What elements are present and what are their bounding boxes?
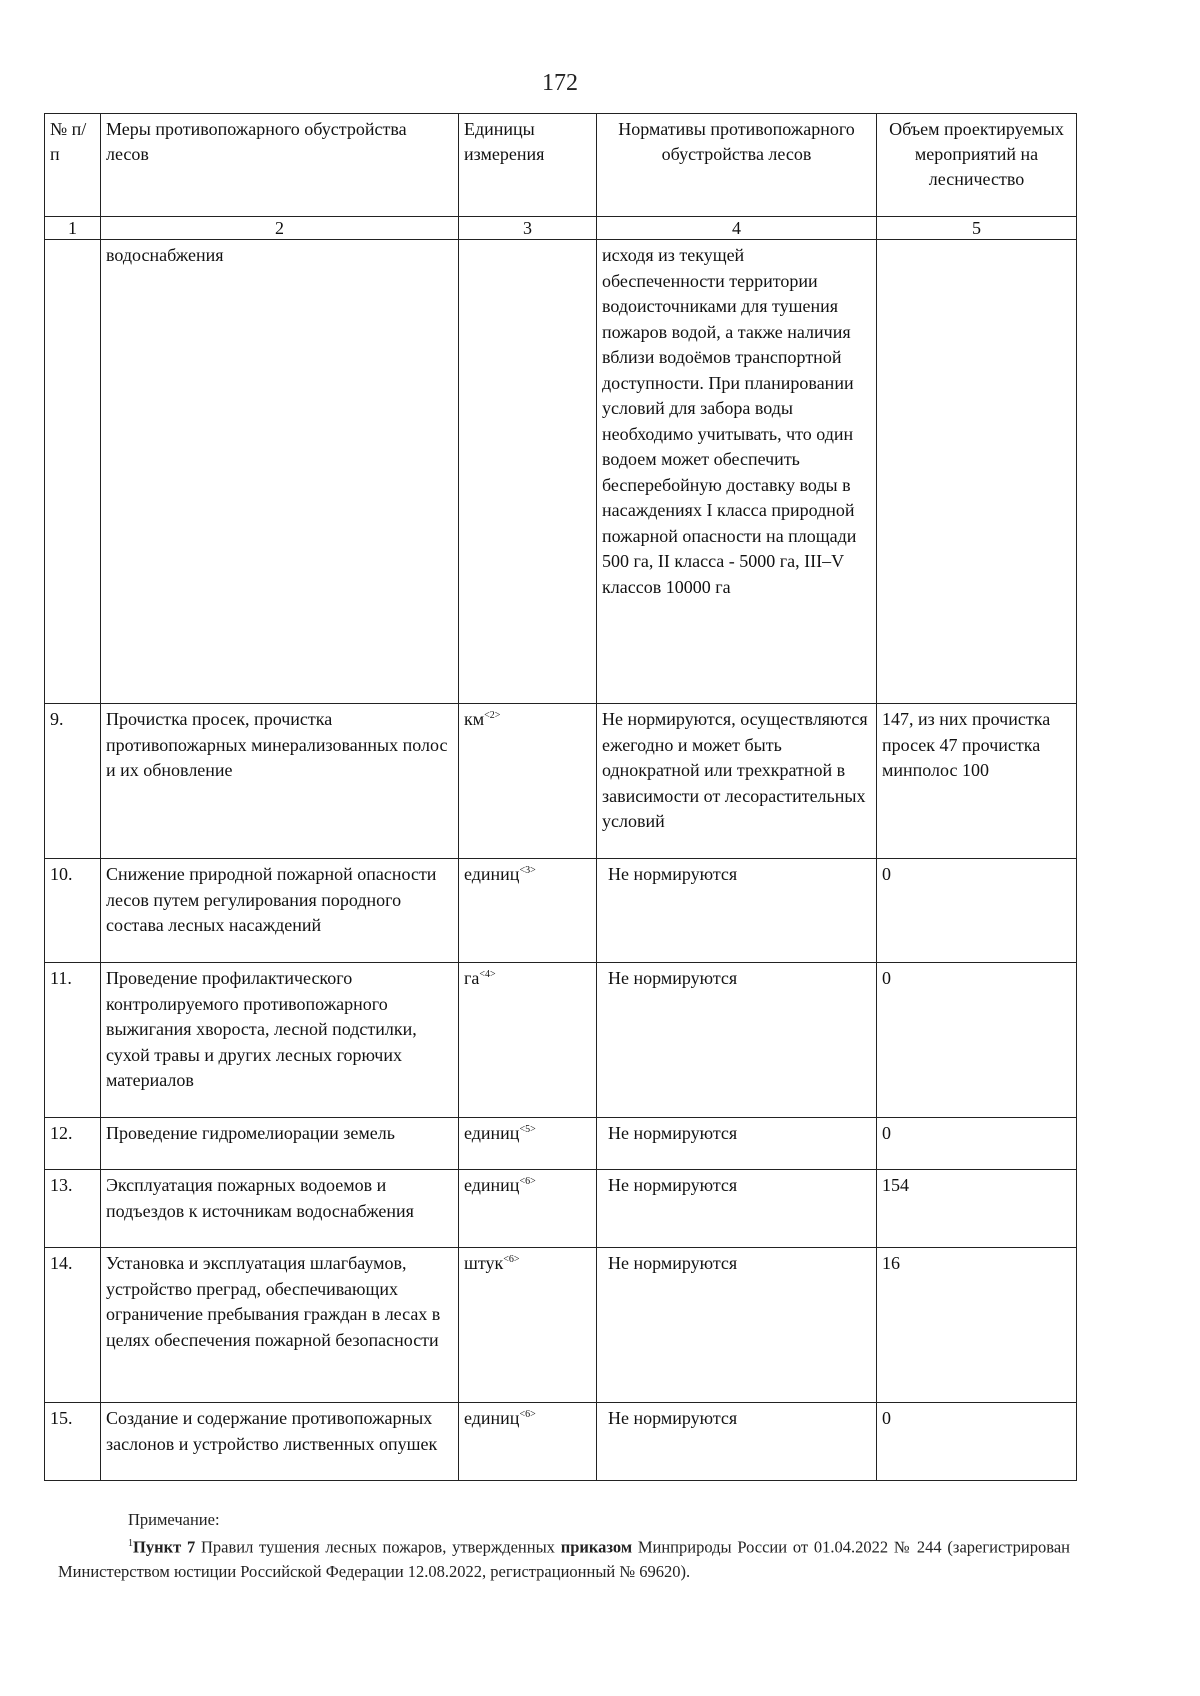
row-measure: Проведение гидромелиорации земель xyxy=(101,1118,459,1170)
row-unit xyxy=(459,1118,597,1170)
row-measure: водоснабжения xyxy=(101,240,459,704)
table-row xyxy=(45,859,1077,963)
row-norm: Не нормируются xyxy=(597,963,877,1118)
header-norms: Нормативы противопожарного обустройства лесов xyxy=(597,114,877,217)
row-volume: 0 xyxy=(877,1403,1077,1481)
unit-text: единиц xyxy=(464,1408,520,1428)
row-volume: 16 xyxy=(877,1248,1077,1403)
footnote-ref: <6> xyxy=(519,1409,536,1420)
row-norm: Не нормируются xyxy=(597,1403,877,1481)
row-volume: 0 xyxy=(877,1118,1077,1170)
row-norm: Не нормируются xyxy=(597,1170,877,1248)
row-unit xyxy=(459,240,597,704)
unit-text: единиц xyxy=(464,1123,520,1143)
header-measures: Меры противопожарного обустройства лесов xyxy=(101,114,459,217)
table-row xyxy=(45,1403,1077,1481)
column-number: 2 xyxy=(101,217,459,240)
column-number: 1 xyxy=(45,217,101,240)
row-volume: 0 xyxy=(877,963,1077,1118)
header-units: Единицы измерения xyxy=(459,114,597,217)
footnote-bold-item: Пункт 7 xyxy=(133,1537,196,1557)
row-norm: Не нормируются xyxy=(597,1118,877,1170)
unit-text: га xyxy=(464,968,480,988)
unit-text: единиц xyxy=(464,864,520,884)
table-row xyxy=(45,1170,1077,1248)
page-number: 172 xyxy=(542,70,578,96)
notes-section xyxy=(58,1508,1070,1584)
row-norm: исходя из текущей обеспеченности территории водоисточниками для тушения пожаров водой, а также наличия вблизи водоёмов транспортной доступности. При планировании условий для забора воды необходимо учитывать, что один водоем может обеспечить бесперебойную доставку воды в насаждениях I класса природной пожарной опасности на площади 500 га, II класса - 5000 га, III–V классов 10000 га xyxy=(597,240,877,704)
row-norm: Не нормируются xyxy=(597,859,877,963)
footnote-ref: <5> xyxy=(519,1124,536,1135)
row-number: 10. xyxy=(45,859,101,963)
fire-safety-measures-table xyxy=(44,113,1077,1481)
footnote-ref: <4> xyxy=(479,969,496,980)
row-number: 9. xyxy=(45,704,101,859)
column-number: 4 xyxy=(597,217,877,240)
table-row xyxy=(45,240,1077,704)
row-measure: Установка и эксплуатация шлагбаумов, устройство преград, обеспечивающих ограничение пребывания граждан в лесах в целях обеспечения пожарной безопасности xyxy=(101,1248,459,1403)
footnote-part: Минприроды России от 01.04.2022 № 244 (зарегистрирован Министерством юстиции Российской Федерации 12.08.2022, регистрационный № 69620). xyxy=(58,1537,1070,1581)
unit-text: единиц xyxy=(464,1175,520,1195)
row-number: 13. xyxy=(45,1170,101,1248)
row-volume xyxy=(877,240,1077,704)
footnote-ref: <6> xyxy=(503,1254,520,1265)
row-measure: Снижение природной пожарной опасности лесов путем регулирования породного состава лесных насаждений xyxy=(101,859,459,963)
footnote-ref: <6> xyxy=(519,1176,536,1187)
table-row xyxy=(45,1118,1077,1170)
row-number: 14. xyxy=(45,1248,101,1403)
column-number-row xyxy=(45,217,1077,240)
notes-label: Примечание: xyxy=(128,1510,220,1529)
unit-text: штук xyxy=(464,1253,504,1273)
footnote-text xyxy=(58,1532,1070,1584)
table-header-row xyxy=(45,114,1077,217)
footnote-mark: 1 xyxy=(128,1538,133,1549)
footnote-bold-order: приказом xyxy=(560,1537,633,1557)
footnote-ref: <2> xyxy=(484,710,501,721)
row-norm: Не нормируются xyxy=(597,1248,877,1403)
row-unit xyxy=(459,859,597,963)
table-row xyxy=(45,1248,1077,1403)
footnote-ref: <3> xyxy=(519,865,536,876)
column-number: 3 xyxy=(459,217,597,240)
unit-text: км xyxy=(464,709,485,729)
row-volume: 154 xyxy=(877,1170,1077,1248)
table-row xyxy=(45,963,1077,1118)
row-number xyxy=(45,240,101,704)
footnote-part: Правил тушения лесных пожаров, утвержденных xyxy=(195,1537,561,1557)
row-unit xyxy=(459,1403,597,1481)
row-unit xyxy=(459,963,597,1118)
row-unit xyxy=(459,704,597,859)
row-measure: Создание и содержание противопожарных заслонов и устройство лиственных опушек xyxy=(101,1403,459,1481)
table-row xyxy=(45,704,1077,859)
row-volume: 0 xyxy=(877,859,1077,963)
row-measure: Эксплуатация пожарных водоемов и подъездов к источникам водоснабжения xyxy=(101,1170,459,1248)
row-number: 11. xyxy=(45,963,101,1118)
row-volume: 147, из них прочистка просек 47 прочистка минполос 100 xyxy=(877,704,1077,859)
header-number: № п/п xyxy=(45,114,101,217)
row-measure: Прочистка просек, прочистка противопожарных минерализованных полос и их обновление xyxy=(101,704,459,859)
row-unit xyxy=(459,1170,597,1248)
row-norm: Не нормируются, осуществляются ежегодно и может быть однократной или трехкратной в зависимости от лесорастительных условий xyxy=(597,704,877,859)
row-number: 15. xyxy=(45,1403,101,1481)
row-unit xyxy=(459,1248,597,1403)
header-volume: Объем проектируемых мероприятий на лесничество xyxy=(877,114,1077,217)
column-number: 5 xyxy=(877,217,1077,240)
row-number: 12. xyxy=(45,1118,101,1170)
row-measure: Проведение профилактического контролируемого противопожарного выжигания хвороста, лесной подстилки, сухой травы и других лесных горючих материалов xyxy=(101,963,459,1118)
